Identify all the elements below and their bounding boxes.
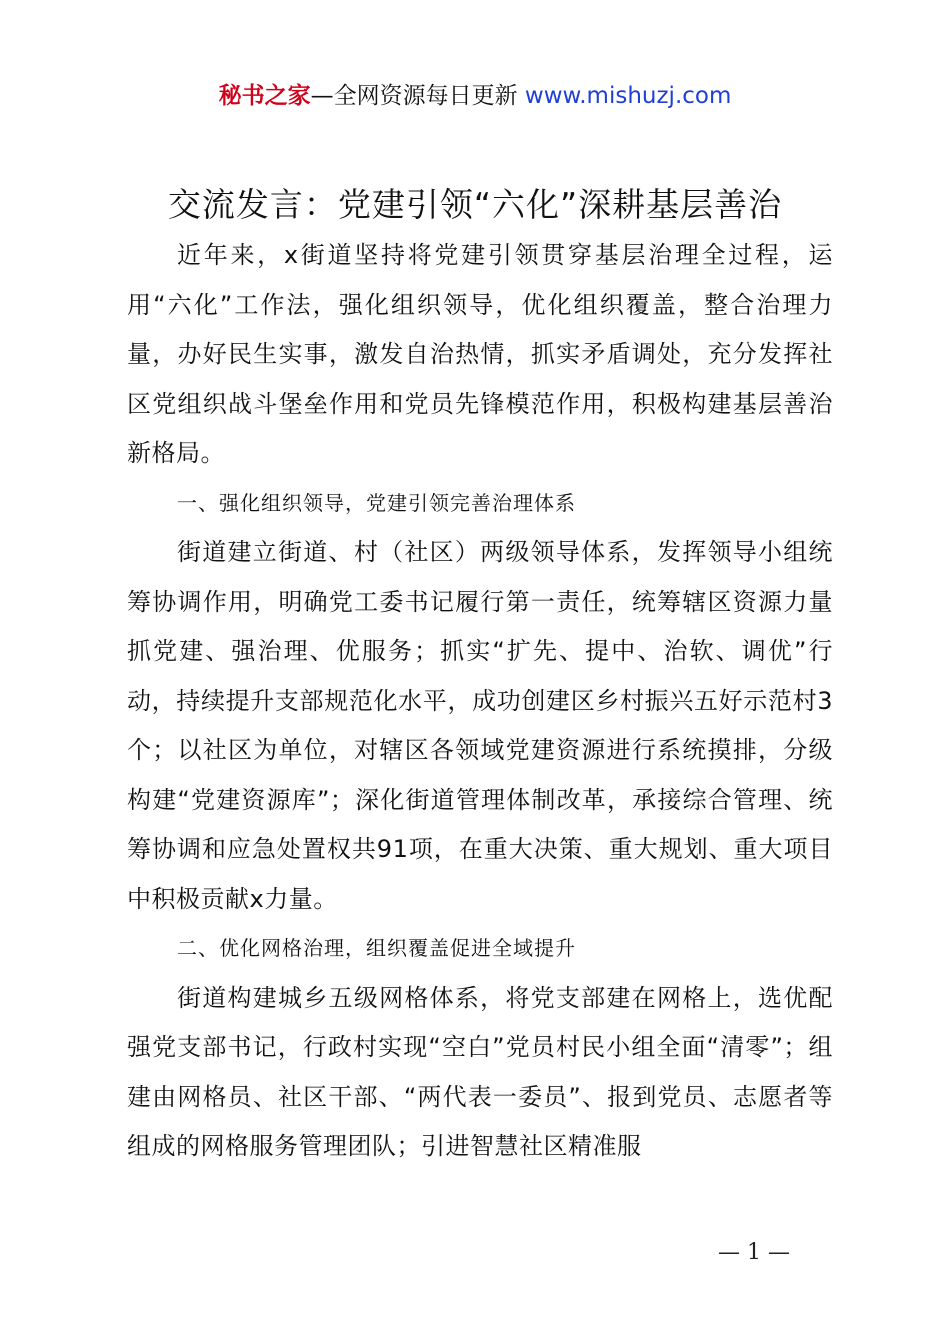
document-title: 交流发言：党建引领“六化”深耕基层善治 [167, 185, 783, 224]
site-slogan: —全网资源每日更新 [310, 83, 518, 109]
site-header [0, 78, 950, 114]
site-url-link[interactable]: www.mishuzj.com [524, 83, 732, 109]
document-body [127, 231, 833, 1172]
section-heading-1: 一、强化组织领导，党建引领完善治理体系 [177, 490, 576, 515]
site-brand: 秘书之家 [218, 83, 311, 109]
intro-paragraph: 近年来，x街道坚持将党建引领贯穿基层治理全过程，运用“六化”工作法，强化组织领导，优化组织覆盖，整合治理力量，办好民生实事，激发自治热情，抓实矛盾调处，充分发挥社区党组织战斗堡垒作用和党员先锋模范作用，积极构建基层善治新格局。 [127, 241, 833, 467]
section-paragraph-2: 街道构建城乡五级网格体系，将党支部建在网格上，选优配强党支部书记，行政村实现“空白”党员村民小组全面“清零”；组建由网格员、社区干部、“两代表一委员”、报到党员、志愿者等组成的网格服务管理团队；引进智慧社区精准服 [127, 983, 833, 1160]
section-paragraph-1: 街道建立街道、村（社区）两级领导体系，发挥领导小组统筹协调作用，明确党工委书记履行第一责任，统筹辖区资源力量抓党建、强治理、优服务；抓实“扩先、提中、治软、调优”行动，持续提升支部规范化水平，成功创建区乡村振兴五好示范村3个；以社区为单位，对辖区各领域党建资源进行系统摸排，分级构建“党建资源库”；深化街道管理体制改革，承接综合管理、统筹协调和应急处置权共91项，在重大决策、重大规划、重大项目中积极贡献x力量。 [127, 538, 833, 913]
page-number: — 1 — [718, 1240, 790, 1265]
section-heading-2: 二、优化网格治理，组织覆盖促进全域提升 [177, 936, 576, 960]
